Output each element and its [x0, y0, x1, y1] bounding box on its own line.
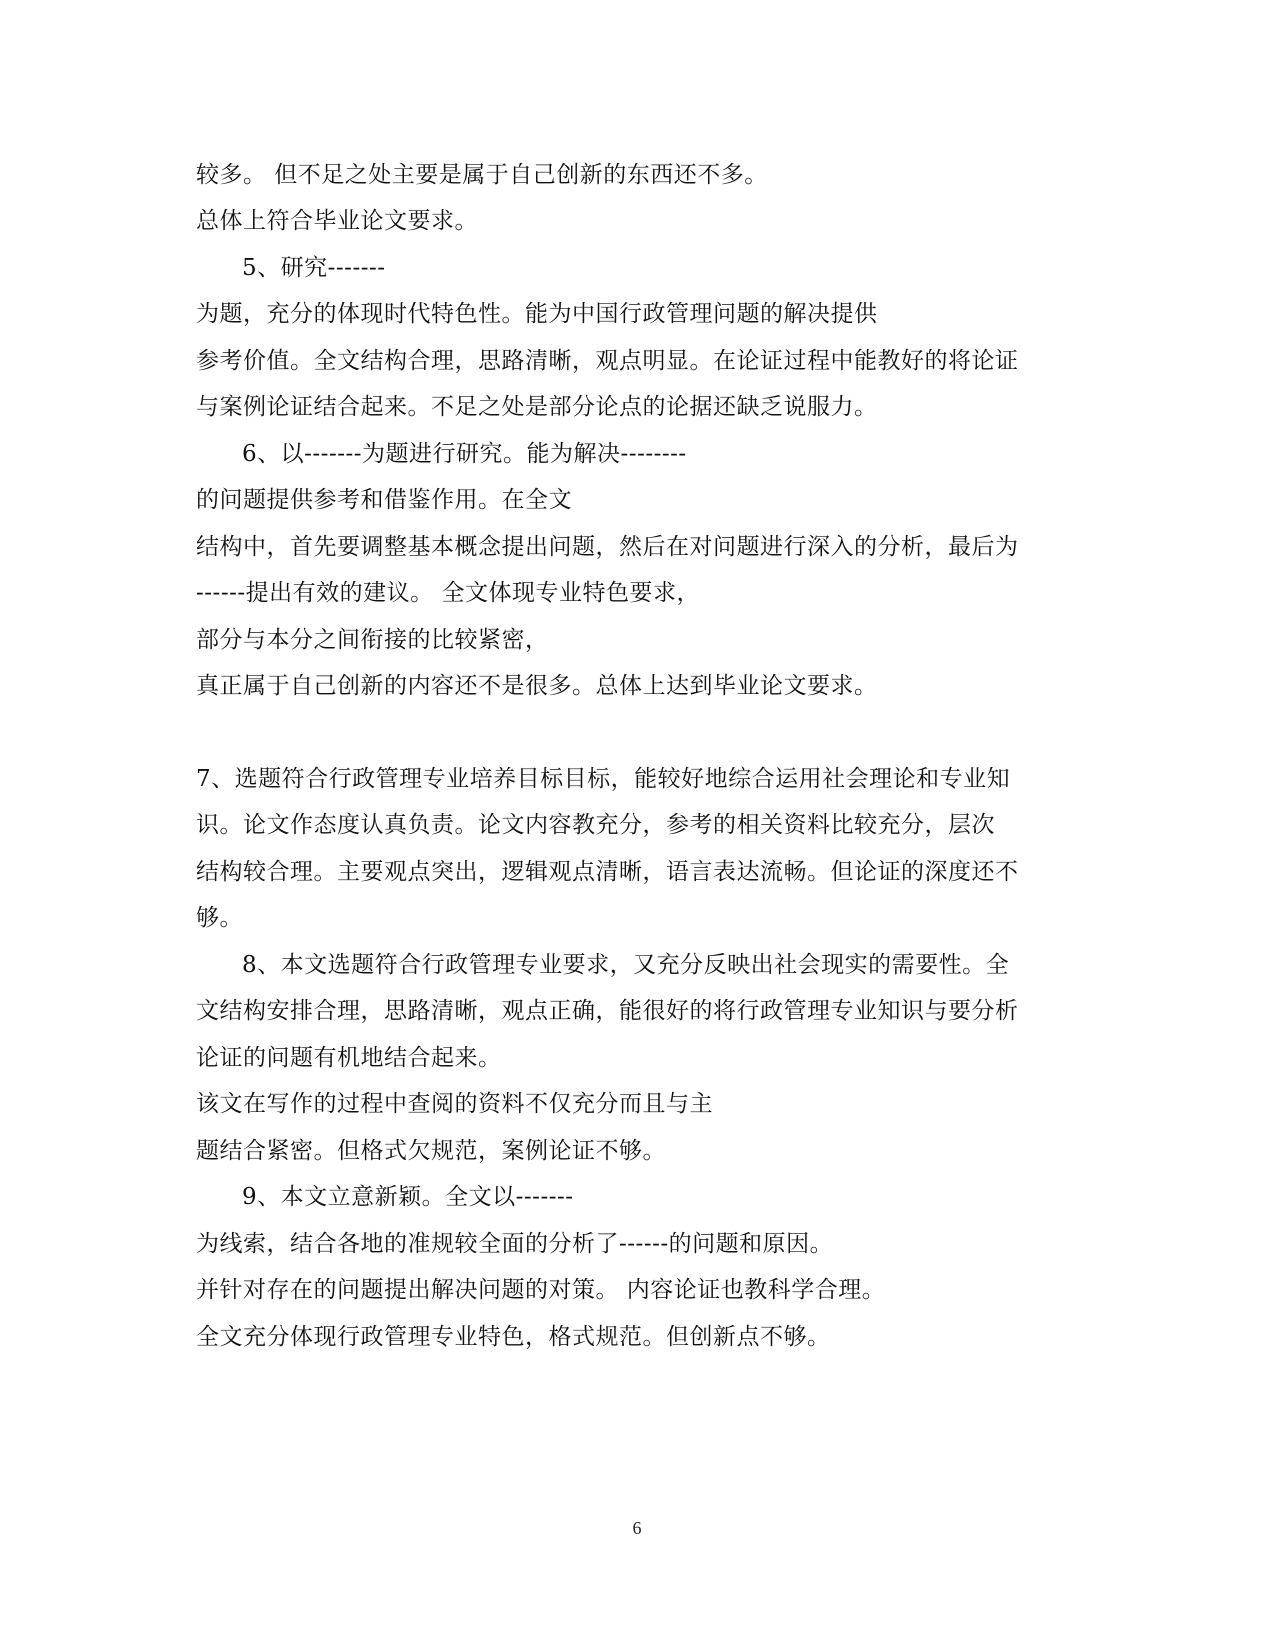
text-line: 与案例论证结合起来。不足之处是部分论点的论据还缺乏说服力。 [196, 394, 878, 420]
text-line: 较多。 但不足之处主要是属于自己创新的东西还不多。 [196, 162, 768, 188]
text-line: 部分与本分之间衔接的比较紧密， [196, 627, 549, 653]
text-line: 真正属于自己创新的内容还不是很多。总体上达到毕业论文要求。 [196, 673, 878, 699]
text-line: 题结合紧密。但格式欠规范，案例论证不够。 [196, 1138, 666, 1164]
text-line: 该文在写作的过程中查阅的资料不仅充分而且与主 [196, 1091, 713, 1117]
text-line: 5、研究------- [242, 255, 386, 281]
text-line: 8、本文选题符合行政管理专业要求，又充分反映出社会现实的需要性。全 [242, 952, 1010, 978]
text-line: 为线索，结合各地的准规较全面的分析了------的问题和原因。 [196, 1231, 834, 1257]
text-line: 参考价值。全文结构合理，思路清晰，观点明显。在论证过程中能教好的将论证 [196, 348, 1019, 374]
text-line: 结构中，首先要调整基本概念提出问题，然后在对问题进行深入的分析，最后为 [196, 534, 1019, 560]
text-line: 全文充分体现行政管理专业特色，格式规范。但创新点不够。 [196, 1324, 831, 1350]
text-line: 6、以-------为题进行研究。能为解决-------- [242, 441, 687, 467]
text-line: 文结构安排合理，思路清晰，观点正确，能很好的将行政管理专业知识与要分析 [196, 998, 1019, 1024]
text-line: 为题，充分的体现时代特色性。能为中国行政管理问题的解决提供 [196, 301, 878, 327]
text-line: 识。论文作态度认真负责。论文内容教充分，参考的相关资料比较充分，层次 [196, 812, 995, 838]
text-line: 结构较合理。主要观点突出，逻辑观点清晰，语言表达流畅。但论证的深度还不 [196, 859, 1019, 885]
text-line: 并针对存在的问题提出解决问题的对策。 内容论证也教科学合理。 [196, 1277, 886, 1303]
text-line: 9、本文立意新颖。全文以------- [242, 1184, 574, 1210]
text-line: 够。 [196, 905, 243, 931]
text-line: 的问题提供参考和借鉴作用。在全文 [196, 487, 572, 513]
page-number: 6 [632, 1518, 642, 1538]
text-line: ------提出有效的建议。 全文体现专业特色要求， [196, 580, 700, 606]
text-line: 7、选题符合行政管理专业培养目标目标，能较好地综合运用社会理论和专业知 [196, 766, 1011, 792]
text-line: 论证的问题有机地结合起来。 [196, 1045, 502, 1071]
text-line: 总体上符合毕业论文要求。 [196, 208, 478, 234]
